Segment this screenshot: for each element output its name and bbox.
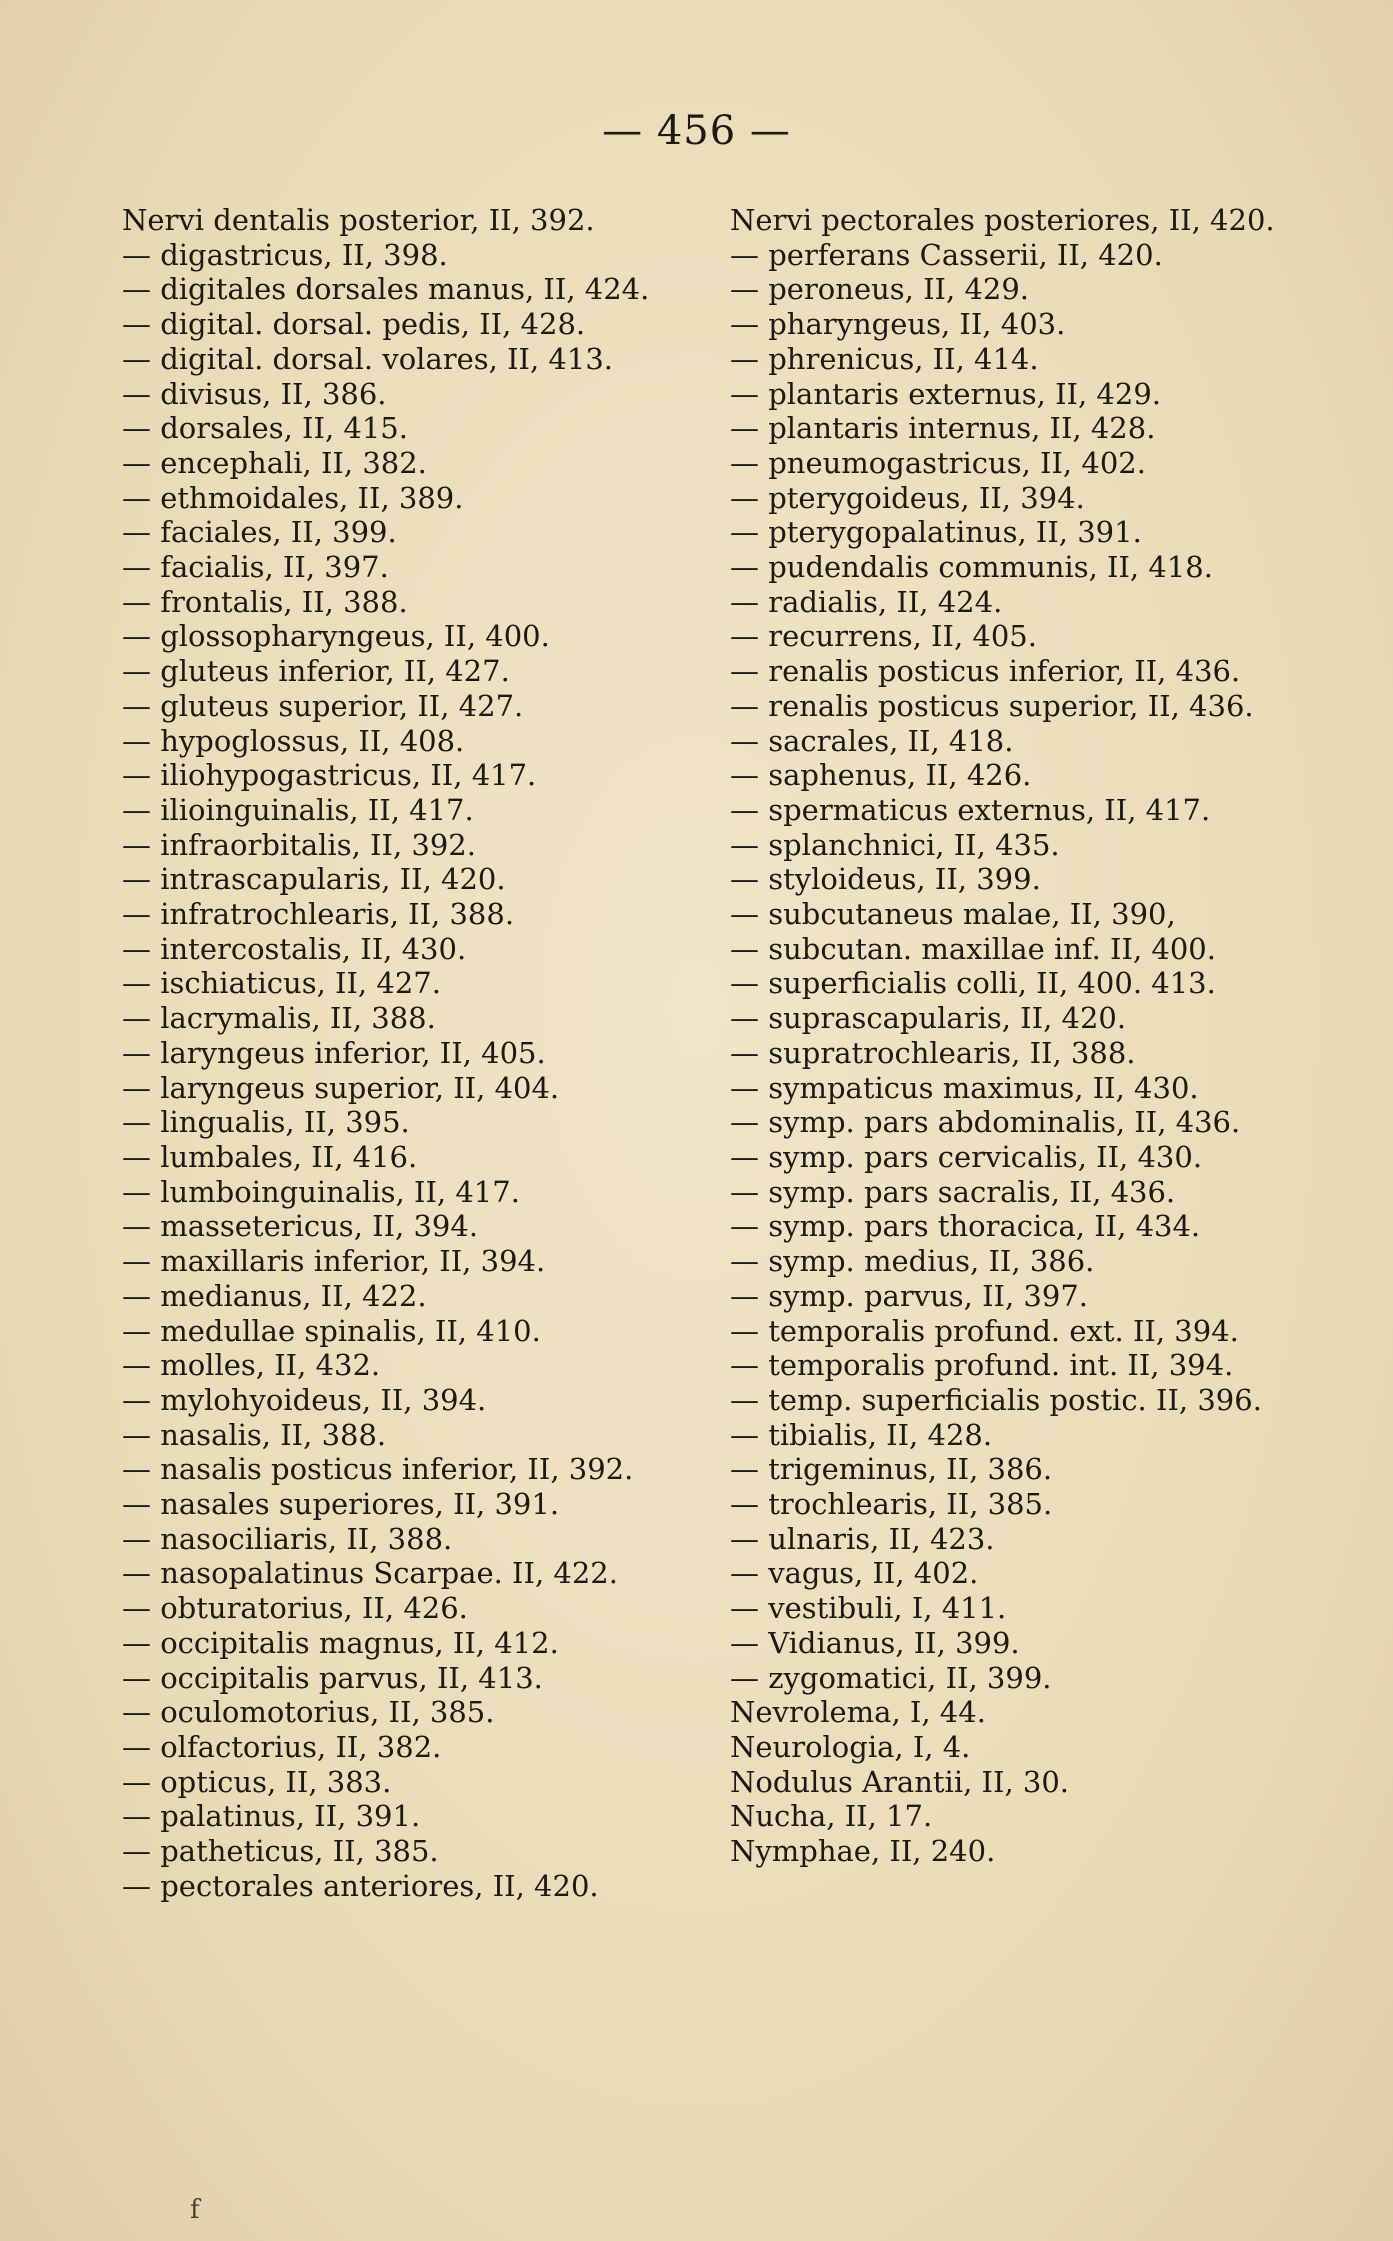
index-entry: — renalis posticus inferior, II, 436.: [730, 654, 1241, 689]
index-entry: — plantaris externus, II, 429.: [730, 376, 1161, 411]
index-entry: — styloideus, II, 399.: [730, 862, 1041, 897]
index-entry: — olfactorius, II, 382.: [122, 1729, 442, 1764]
index-entry: — ethmoidales, II, 389.: [122, 480, 464, 515]
index-entry: — intrascapularis, II, 420.: [122, 862, 506, 897]
index-entry: — subcutaneus malae, II, 390,: [730, 897, 1176, 932]
index-entry: — obturatorius, II, 426.: [122, 1591, 468, 1626]
index-entry: — phrenicus, II, 414.: [730, 341, 1039, 376]
index-entry: — symp. pars cervicalis, II, 430.: [730, 1139, 1203, 1174]
index-entry: — gluteus superior, II, 427.: [122, 688, 524, 723]
index-entry: — gluteus inferior, II, 427.: [122, 654, 510, 689]
index-entry: — symp. pars thoracica, II, 434.: [730, 1209, 1201, 1244]
margin-mark: f: [190, 2195, 200, 2225]
index-entry: — digitales dorsales manus, II, 424.: [122, 272, 650, 307]
index-entry: — molles, II, 432.: [122, 1348, 381, 1383]
index-entry: — ulnaris, II, 423.: [730, 1521, 995, 1556]
index-entry: — pneumogastricus, II, 402.: [730, 445, 1146, 480]
index-entry: — digital. dorsal. pedis, II, 428.: [122, 307, 586, 342]
index-entry: — superficialis colli, II, 400. 413.: [730, 966, 1216, 1001]
index-entry: — tibialis, II, 428.: [730, 1417, 993, 1452]
index-entry: — sacrales, II, 418.: [730, 723, 1014, 758]
index-entry: — facialis, II, 397.: [122, 550, 389, 585]
index-entry: Neurologia, I, 4.: [730, 1729, 971, 1764]
index-entry: — suprascapularis, II, 420.: [730, 1001, 1127, 1036]
index-entry: — symp. parvus, II, 397.: [730, 1278, 1088, 1313]
index-entry: — faciales, II, 399.: [122, 515, 397, 550]
index-entry: — intercostalis, II, 430.: [122, 931, 467, 966]
right-index-column: [730, 203, 1330, 1869]
index-entry: — trochlearis, II, 385.: [730, 1487, 1053, 1522]
index-entry: — oculomotorius, II, 385.: [122, 1695, 495, 1730]
index-entry: — temporalis profund. ext. II, 394.: [730, 1313, 1239, 1348]
index-entry: — glossopharyngeus, II, 400.: [122, 619, 550, 654]
index-entry: Nervi pectorales posteriores, II, 420.: [730, 203, 1275, 237]
index-entry: — Vidianus, II, 399.: [730, 1625, 1020, 1660]
index-entry: — lacrymalis, II, 388.: [122, 1001, 436, 1036]
index-entry: — sympaticus maximus, II, 430.: [730, 1070, 1199, 1105]
index-entry: — subcutan. maxillae inf. II, 400.: [730, 931, 1216, 966]
index-entry: — maxillaris inferior, II, 394.: [122, 1244, 546, 1279]
index-entry: — supratrochlearis, II, 388.: [730, 1035, 1136, 1070]
index-entry: — splanchnici, II, 435.: [730, 827, 1060, 862]
index-entry: Nevrolema, I, 44.: [730, 1695, 986, 1730]
left-index-column: [122, 203, 712, 1903]
index-entry: — spermaticus externus, II, 417.: [730, 792, 1211, 827]
index-entry: — pectorales anteriores, II, 420.: [122, 1868, 599, 1903]
index-entry: — temp. superficialis postic. II, 396.: [730, 1382, 1262, 1417]
index-entry: — medullae spinalis, II, 410.: [122, 1313, 541, 1348]
index-entry: — medianus, II, 422.: [122, 1278, 427, 1313]
index-entry: — vagus, II, 402.: [730, 1556, 979, 1591]
index-entry: Nucha, II, 17.: [730, 1799, 933, 1834]
index-entry: — lumboinguinalis, II, 417.: [122, 1174, 520, 1209]
index-entry: — encephali, II, 382.: [122, 445, 427, 480]
index-entry: — symp. medius, II, 386.: [730, 1244, 1095, 1279]
index-entry: — zygomatici, II, 399.: [730, 1660, 1052, 1695]
page-number: — 456 —: [602, 108, 791, 154]
index-entry: — plantaris internus, II, 428.: [730, 411, 1156, 446]
index-entry: — infraorbitalis, II, 392.: [122, 827, 476, 862]
index-entry: Nervi dentalis posterior, II, 392.: [122, 203, 595, 237]
index-entry: — renalis posticus superior, II, 436.: [730, 688, 1254, 723]
index-entry: — pterygoideus, II, 394.: [730, 480, 1085, 515]
index-entry: — palatinus, II, 391.: [122, 1799, 421, 1834]
index-entry: Nodulus Arantii, II, 30.: [730, 1764, 1070, 1799]
index-entry: — vestibuli, I, 411.: [730, 1591, 1007, 1626]
index-entry: — infratrochlearis, II, 388.: [122, 897, 515, 932]
index-entry: — lumbales, II, 416.: [122, 1139, 418, 1174]
index-entry: — nasales superiores, II, 391.: [122, 1487, 560, 1522]
index-entry: — nasalis posticus inferior, II, 392.: [122, 1452, 634, 1487]
index-entry: — pterygopalatinus, II, 391.: [730, 515, 1142, 550]
index-entry: — digastricus, II, 398.: [122, 237, 448, 272]
index-entry: — pudendalis communis, II, 418.: [730, 550, 1213, 585]
index-entry: — temporalis profund. int. II, 394.: [730, 1348, 1234, 1383]
index-entry: — divisus, II, 386.: [122, 376, 387, 411]
index-entry: — occipitalis magnus, II, 412.: [122, 1625, 559, 1660]
index-entry: — frontalis, II, 388.: [122, 584, 408, 619]
index-entry: — nasociliaris, II, 388.: [122, 1521, 453, 1556]
index-entry: — recurrens, II, 405.: [730, 619, 1037, 654]
index-entry: — ischiaticus, II, 427.: [122, 966, 441, 1001]
index-entry: — mylohyoideus, II, 394.: [122, 1382, 487, 1417]
index-entry: — radialis, II, 424.: [730, 584, 1003, 619]
index-entry: — digital. dorsal. volares, II, 413.: [122, 341, 613, 376]
index-entry: — symp. pars abdominalis, II, 436.: [730, 1105, 1241, 1140]
index-entry: — patheticus, II, 385.: [122, 1834, 439, 1869]
index-entry: — saphenus, II, 426.: [730, 758, 1032, 793]
index-entry: — pharyngeus, II, 403.: [730, 307, 1066, 342]
index-entry: Nymphae, II, 240.: [730, 1834, 996, 1869]
index-entry: — opticus, II, 383.: [122, 1764, 392, 1799]
index-entry: — perferans Casserii, II, 420.: [730, 237, 1163, 272]
index-entry: — trigeminus, II, 386.: [730, 1452, 1053, 1487]
index-entry: — nasalis, II, 388.: [122, 1417, 387, 1452]
index-entry: — peroneus, II, 429.: [730, 272, 1030, 307]
index-entry: — massetericus, II, 394.: [122, 1209, 479, 1244]
index-entry: — laryngeus inferior, II, 405.: [122, 1035, 546, 1070]
index-entry: — lingualis, II, 395.: [122, 1105, 410, 1140]
index-entry: — iliohypogastricus, II, 417.: [122, 758, 537, 793]
index-entry: — nasopalatinus Scarpae. II, 422.: [122, 1556, 618, 1591]
index-entry: — laryngeus superior, II, 404.: [122, 1070, 560, 1105]
index-entry: — occipitalis parvus, II, 413.: [122, 1660, 543, 1695]
index-entry: — symp. pars sacralis, II, 436.: [730, 1174, 1176, 1209]
index-entry: — ilioinguinalis, II, 417.: [122, 792, 474, 827]
index-entry: — hypoglossus, II, 408.: [122, 723, 465, 758]
index-entry: — dorsales, II, 415.: [122, 411, 408, 446]
